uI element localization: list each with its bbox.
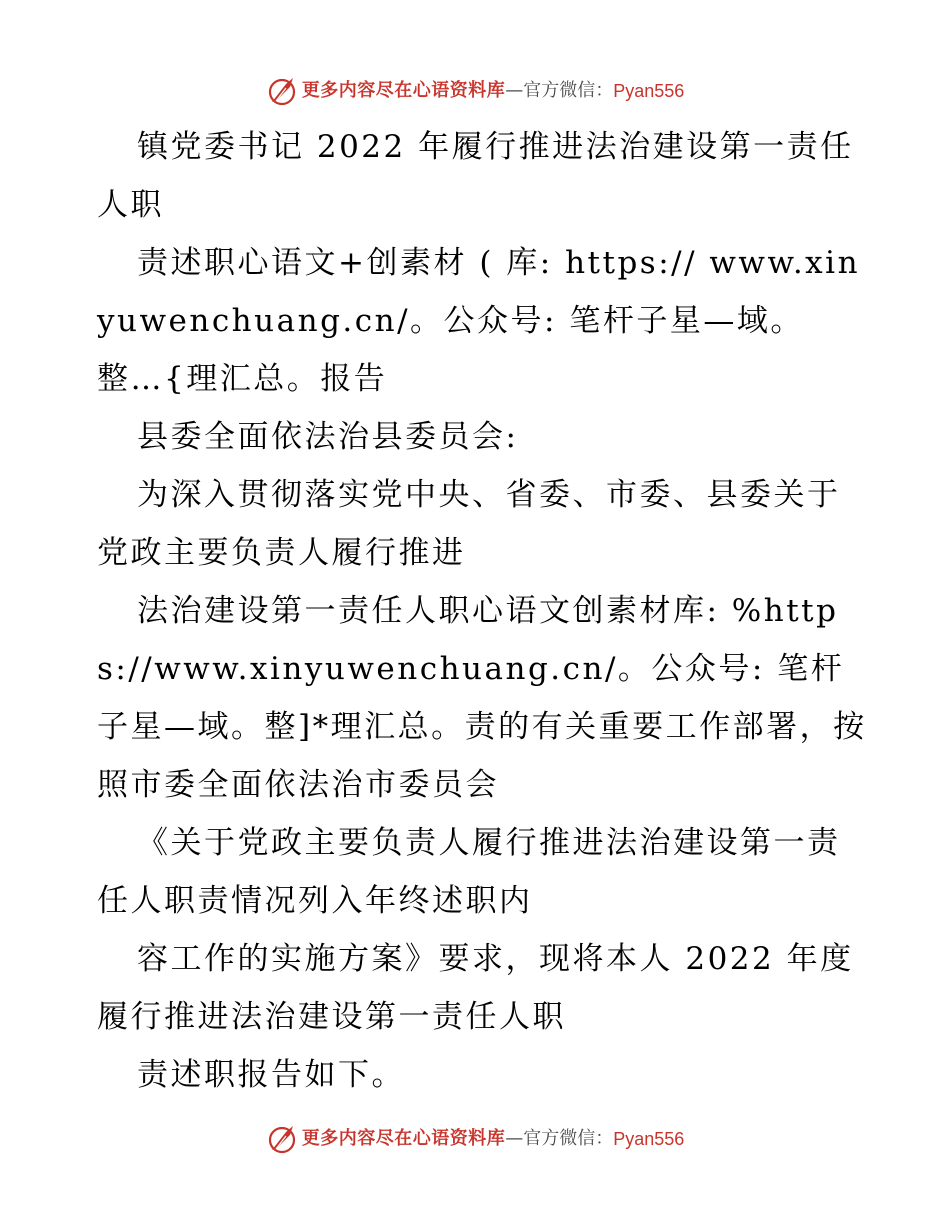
banner-main-text: 更多内容尽在心语资料库 xyxy=(301,1128,506,1149)
header-watermark-banner xyxy=(0,73,950,109)
document-paragraph: 容工作的实施方案》要求，现将本人 2022 年度履行推进法治建设第一责任人职 xyxy=(97,941,854,1035)
document-salutation: 县委全面依法治县委员会: xyxy=(137,419,519,455)
document-paragraph: 法治建设第一责任人职心语文创素材库: %https://www.xinyuwenchuang.cn/。公众号: 笔杆子星—域。整]*理汇总。责的有关重要工作部署，按照市委全面依法治市委员会 xyxy=(97,593,867,803)
banner-wechat-label: 官方微信： xyxy=(523,1128,614,1149)
document-paragraph: 责述职报告如下。 xyxy=(137,1057,405,1093)
quill-pen-circle-icon xyxy=(266,75,298,107)
footer-watermark-banner xyxy=(0,1121,950,1157)
document-title-paragraph: 镇党委书记 2022 年履行推进法治建设第一责任人职 xyxy=(97,129,854,223)
document-body xyxy=(97,118,867,1104)
banner-main-text: 更多内容尽在心语资料库 xyxy=(301,80,506,101)
document-paragraph: 为深入贯彻落实党中央、省委、市委、县委关于党政主要负责人履行推进 xyxy=(97,477,841,571)
quill-pen-circle-icon xyxy=(266,1123,298,1155)
banner-wechat-id: Pyan556 xyxy=(613,1129,685,1149)
document-paragraph: 《关于党政主要负责人履行推进法治建设第一责任人职责情况列入年终述职内 xyxy=(97,825,841,919)
banner-separator: — xyxy=(505,80,524,101)
document-paragraph: 责述职心语文+创素材 ( 库: https:// www.xinyuwenchuang.cn/。公众号: 笔杆子星—域。整…{理汇总。报告 xyxy=(97,245,861,397)
banner-wechat-label: 官方微信： xyxy=(523,80,614,101)
banner-separator: — xyxy=(505,1128,524,1149)
banner-wechat-id: Pyan556 xyxy=(613,81,685,101)
